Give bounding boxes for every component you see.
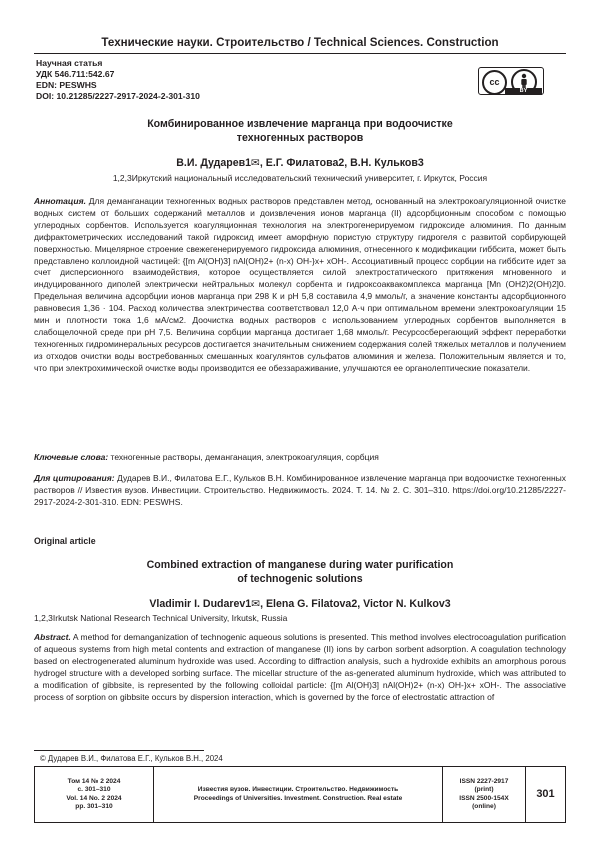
footer-table <box>34 766 566 823</box>
article-kind: Научная статья <box>36 58 103 68</box>
footer-issn-online-note: (online) <box>472 803 496 810</box>
abstract-ru-lead: Аннотация. <box>34 196 86 206</box>
cc-icon: cc <box>482 70 507 95</box>
journal-section-header: Технические науки. Строительство / Technical Sciences. Construction <box>101 36 499 49</box>
article-type-en: Original article <box>34 536 96 546</box>
abstract-ru <box>34 196 566 375</box>
keywords-ru <box>34 452 566 464</box>
article-title-en <box>34 558 566 586</box>
abstract-en-text: A method for demanganization of technogenic aqueous solutions is presented. This method involves electrocoagulation purification of aqueous systems from high metal contents and extraction of manganese (II) ions by carbon sorbent adsorption. A coagulation technology based on electrogenerated aluminum hydroxide was used. According to diffraction analysis, such a hydroxide exhibits an amorphous porous hydrogel structure with a developed sorbing surface. The micellar structure of the as-generated aluminum hydroxide, which was attributed to a modification of gibbsite, is represented by the following colloidal particle: {[m Al(OH)3] nAl(OH)2+ (n-x) OH-}x+ xOH-. The associative process of sorption on gibbsite occurs by dispersion interaction, which is governed by the force of electrostatic attraction of <box>34 632 566 702</box>
footer-pages-ru: с. 301–310 <box>77 786 111 793</box>
abstract-en <box>34 632 566 703</box>
copyright-divider <box>34 750 204 751</box>
title-ru-line2: техногенных растворов <box>236 132 364 144</box>
doi-link[interactable]: DOI: 10.21285/2227-2917-2024-2-301-310 <box>36 91 200 101</box>
citation-ru-lead: Для цитирования: <box>34 473 115 483</box>
edn-code: EDN: PESWHS <box>36 80 97 90</box>
footer-volume-cell <box>35 767 154 823</box>
page-number: 301 <box>526 767 566 823</box>
by-label: BY <box>505 88 542 95</box>
footer-journal-en: Proceedings of Universities. Investment. Construction. Real estate <box>193 794 403 802</box>
citation-ru <box>34 473 566 509</box>
article-title-ru <box>34 117 566 145</box>
affiliation-ru: 1,2,3Иркутский национальный исследовательский технический университет, г. Иркутск, Россия <box>112 173 488 183</box>
title-ru-line1: Комбинированное извлечение марганца при водоочистке <box>147 118 453 130</box>
udc-code: УДК 546.711:542.67 <box>36 69 115 79</box>
keywords-ru-text: техногенные растворы, деманганация, электрокоагуляция, сорбция <box>110 452 379 462</box>
footer-pages-en: pp. 301–310 <box>75 803 113 810</box>
footer-journal-ru: Известия вузов. Инвестиции. Строительство. Недвижимость <box>197 786 399 793</box>
title-en-line2: of technogenic solutions <box>237 573 363 585</box>
header-divider <box>34 53 566 54</box>
footer-issn-online: ISSN 2500-154X <box>459 794 509 802</box>
article-meta <box>36 58 200 102</box>
footer-issn-cell <box>443 767 526 823</box>
affiliation-en: 1,2,3Irkutsk National Research Technical University, Irkutsk, Russia <box>34 613 288 623</box>
copyright-note: © Дударев В.И., Филатова Е.Г., Кульков В.Н., 2024 <box>40 754 223 763</box>
footer-issn-print-note: (print) <box>474 786 494 793</box>
footer-vol-en: Vol. 14 No. 2 2024 <box>66 794 122 802</box>
citation-ru-text: Дударев В.И., Филатова Е.Г., Кульков В.Н. Комбинированное извлечение марганца при водоочистке техногенных растворов // Известия вузов. Инвестиции. Строительство. Недвижимость. 2024. Т. 14. № 2. С. 301–310. https://doi.org/10.21285/2227-2917-2024-2-301-310. EDN: PESWHS. <box>34 473 566 507</box>
abstract-ru-text: Для деманганации техногенных водных растворов представлен метод, основанный на электрокоагуляционной очистке водных систем от больших содержаний металлов и доизвлечения ионов марганца (II) адсорбционным способом с помощью углеродных сорбентов. Используется коагуляционная технология на электрогенерируемом гидроксиде алюминия. По данным дифрактометрических исследований такой гидроксид имеет аморфную пористую структуру гидрогеля с развитой сорбирующей поверхностью. Мицелярное строение свежегенерируемого гидроксида алюминия, отнесенного к модификации гиббсита, может быть представлено коллоидной частицей: {[m Al(OH)3] nAl(OH)2+ (n-x) OH-}x+ xOH-. Ассоциативный процесс сорбции на гиббсите идет за счет дисперсионного взаимодействия, которое осуществляется силой электростатического притяжения мгновенного и индуцированного диполей электрически нейтральных молекул сорбента и гидроксоаквакомплекса марганца [Mn (OH2)2(OH)2]0. Предельная величина адсорбции ионов марганца при 298 К и pH 5,8 составила 4,9 ммоль/г, а значение константы адсорбционного равновесия 1,36 · 104. Расход количества электричества соответствовал 12,0 А·ч при оптимальном времени электрокоагуляции 15 мин и плотности тока 1,6 мА/см2. Доочистка водных растворов с использованием углеродных сорбентов выполняется в слабощелочной среде при pH 7,5. Величина сорбции марганца достигает 1,68 ммоль/г. Ресурсосберегающий эффект переработки техногенных гидроминеральных ресурсов достигается значительным снижением содержания солей тяжелых металлов и получением из отходов очистки воды востребованных смешанных коагулянтов сульфатов алюминия и железа. Положительным является и то, что при электрохимической очистке воды производится ее обеззараживание, улучшаются ее органолептические показатели. <box>34 196 566 373</box>
title-en-line1: Combined extraction of manganese during water purification <box>146 559 454 571</box>
abstract-en-lead: Abstract. <box>34 632 71 642</box>
authors-en: Vladimir I. Dudarev1✉, Elena G. Filatova2, Victor N. Kulkov3 <box>149 598 451 610</box>
creative-commons-by-icon[interactable] <box>478 67 544 95</box>
authors-ru: В.И. Дударев1✉, Е.Г. Филатова2, В.Н. Кульков3 <box>176 157 424 169</box>
footer-journal-cell <box>154 767 443 823</box>
footer-vol-ru: Том 14 № 2 2024 <box>67 777 121 785</box>
keywords-ru-lead: Ключевые слова: <box>34 452 109 462</box>
footer-issn-print: ISSN 2227-2917 <box>459 777 509 785</box>
